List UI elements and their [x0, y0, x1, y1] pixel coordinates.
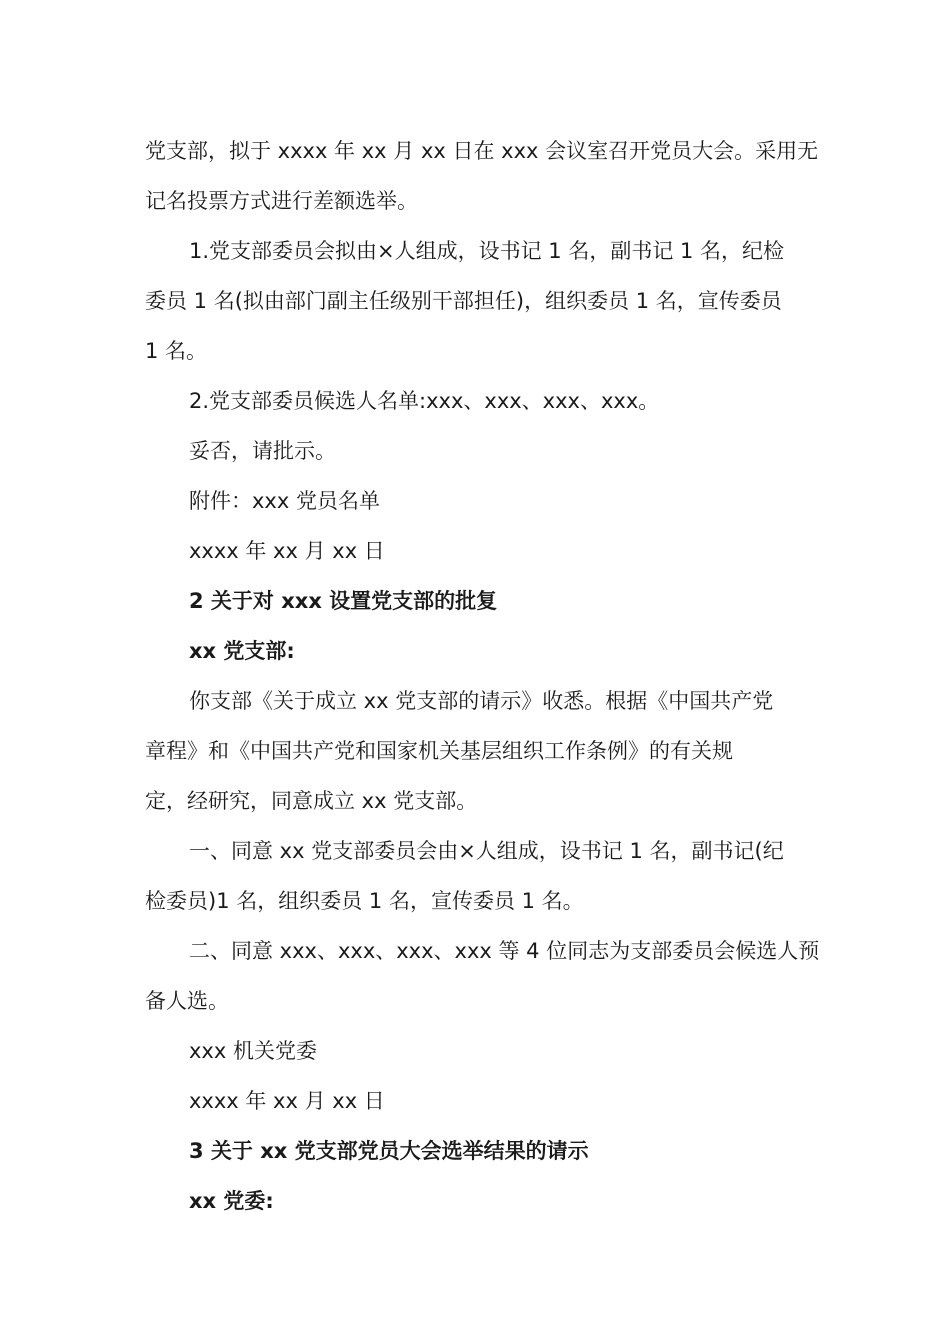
text-line-6: 2.党支部委员候选人名单:xxx、xxx、xxx、xxx。	[189, 389, 660, 413]
text-line-20: xxxx 年 xx 月 xx 日	[189, 1089, 385, 1113]
text-line-5: 1 名。	[145, 339, 208, 363]
text-line-14: 定，经研究，同意成立 xx 党支部。	[145, 789, 478, 813]
salutation-2: xx 党委:	[189, 1189, 274, 1213]
text-line-12: 你支部《关于成立 xx 党支部的请示》收悉。根据《中国共产党	[189, 689, 774, 713]
text-line-9: xxxx 年 xx 月 xx 日	[189, 539, 385, 563]
text-line-4: 委员 1 名(拟由部门副主任级别干部担任)，组织委员 1 名，宣传委员	[145, 289, 782, 313]
text-line-18: 备人选。	[145, 989, 229, 1013]
text-line-16: 检委员)1 名，组织委员 1 名，宣传委员 1 名。	[145, 889, 584, 913]
salutation-1: xx 党支部:	[189, 639, 295, 663]
text-line-8: 附件：xxx 党员名单	[189, 489, 380, 513]
text-line-1: 党支部，拟于 xxxx 年 xx 月 xx 日在 xxx 会议室召开党员大会。采用无	[145, 139, 819, 163]
text-line-17: 二、同意 xxx、xxx、xxx、xxx 等 4 位同志为支部委员会候选人预	[189, 939, 820, 963]
text-line-7: 妥否，请批示。	[189, 439, 336, 463]
section-heading-2: 2 关于对 xxx 设置党支部的批复	[189, 589, 498, 613]
text-line-19: xxx 机关党委	[189, 1039, 317, 1063]
text-line-3: 1.党支部委员会拟由×人组成，设书记 1 名，副书记 1 名，纪检	[189, 239, 785, 263]
text-line-15: 一、同意 xx 党支部委员会由×人组成，设书记 1 名，副书记(纪	[189, 839, 784, 863]
section-heading-3: 3 关于 xx 党支部党员大会选举结果的请示	[189, 1139, 589, 1163]
text-line-2: 记名投票方式进行差额选举。	[145, 189, 418, 213]
text-line-13: 章程》和《中国共产党和国家机关基层组织工作条例》的有关规	[145, 739, 733, 763]
